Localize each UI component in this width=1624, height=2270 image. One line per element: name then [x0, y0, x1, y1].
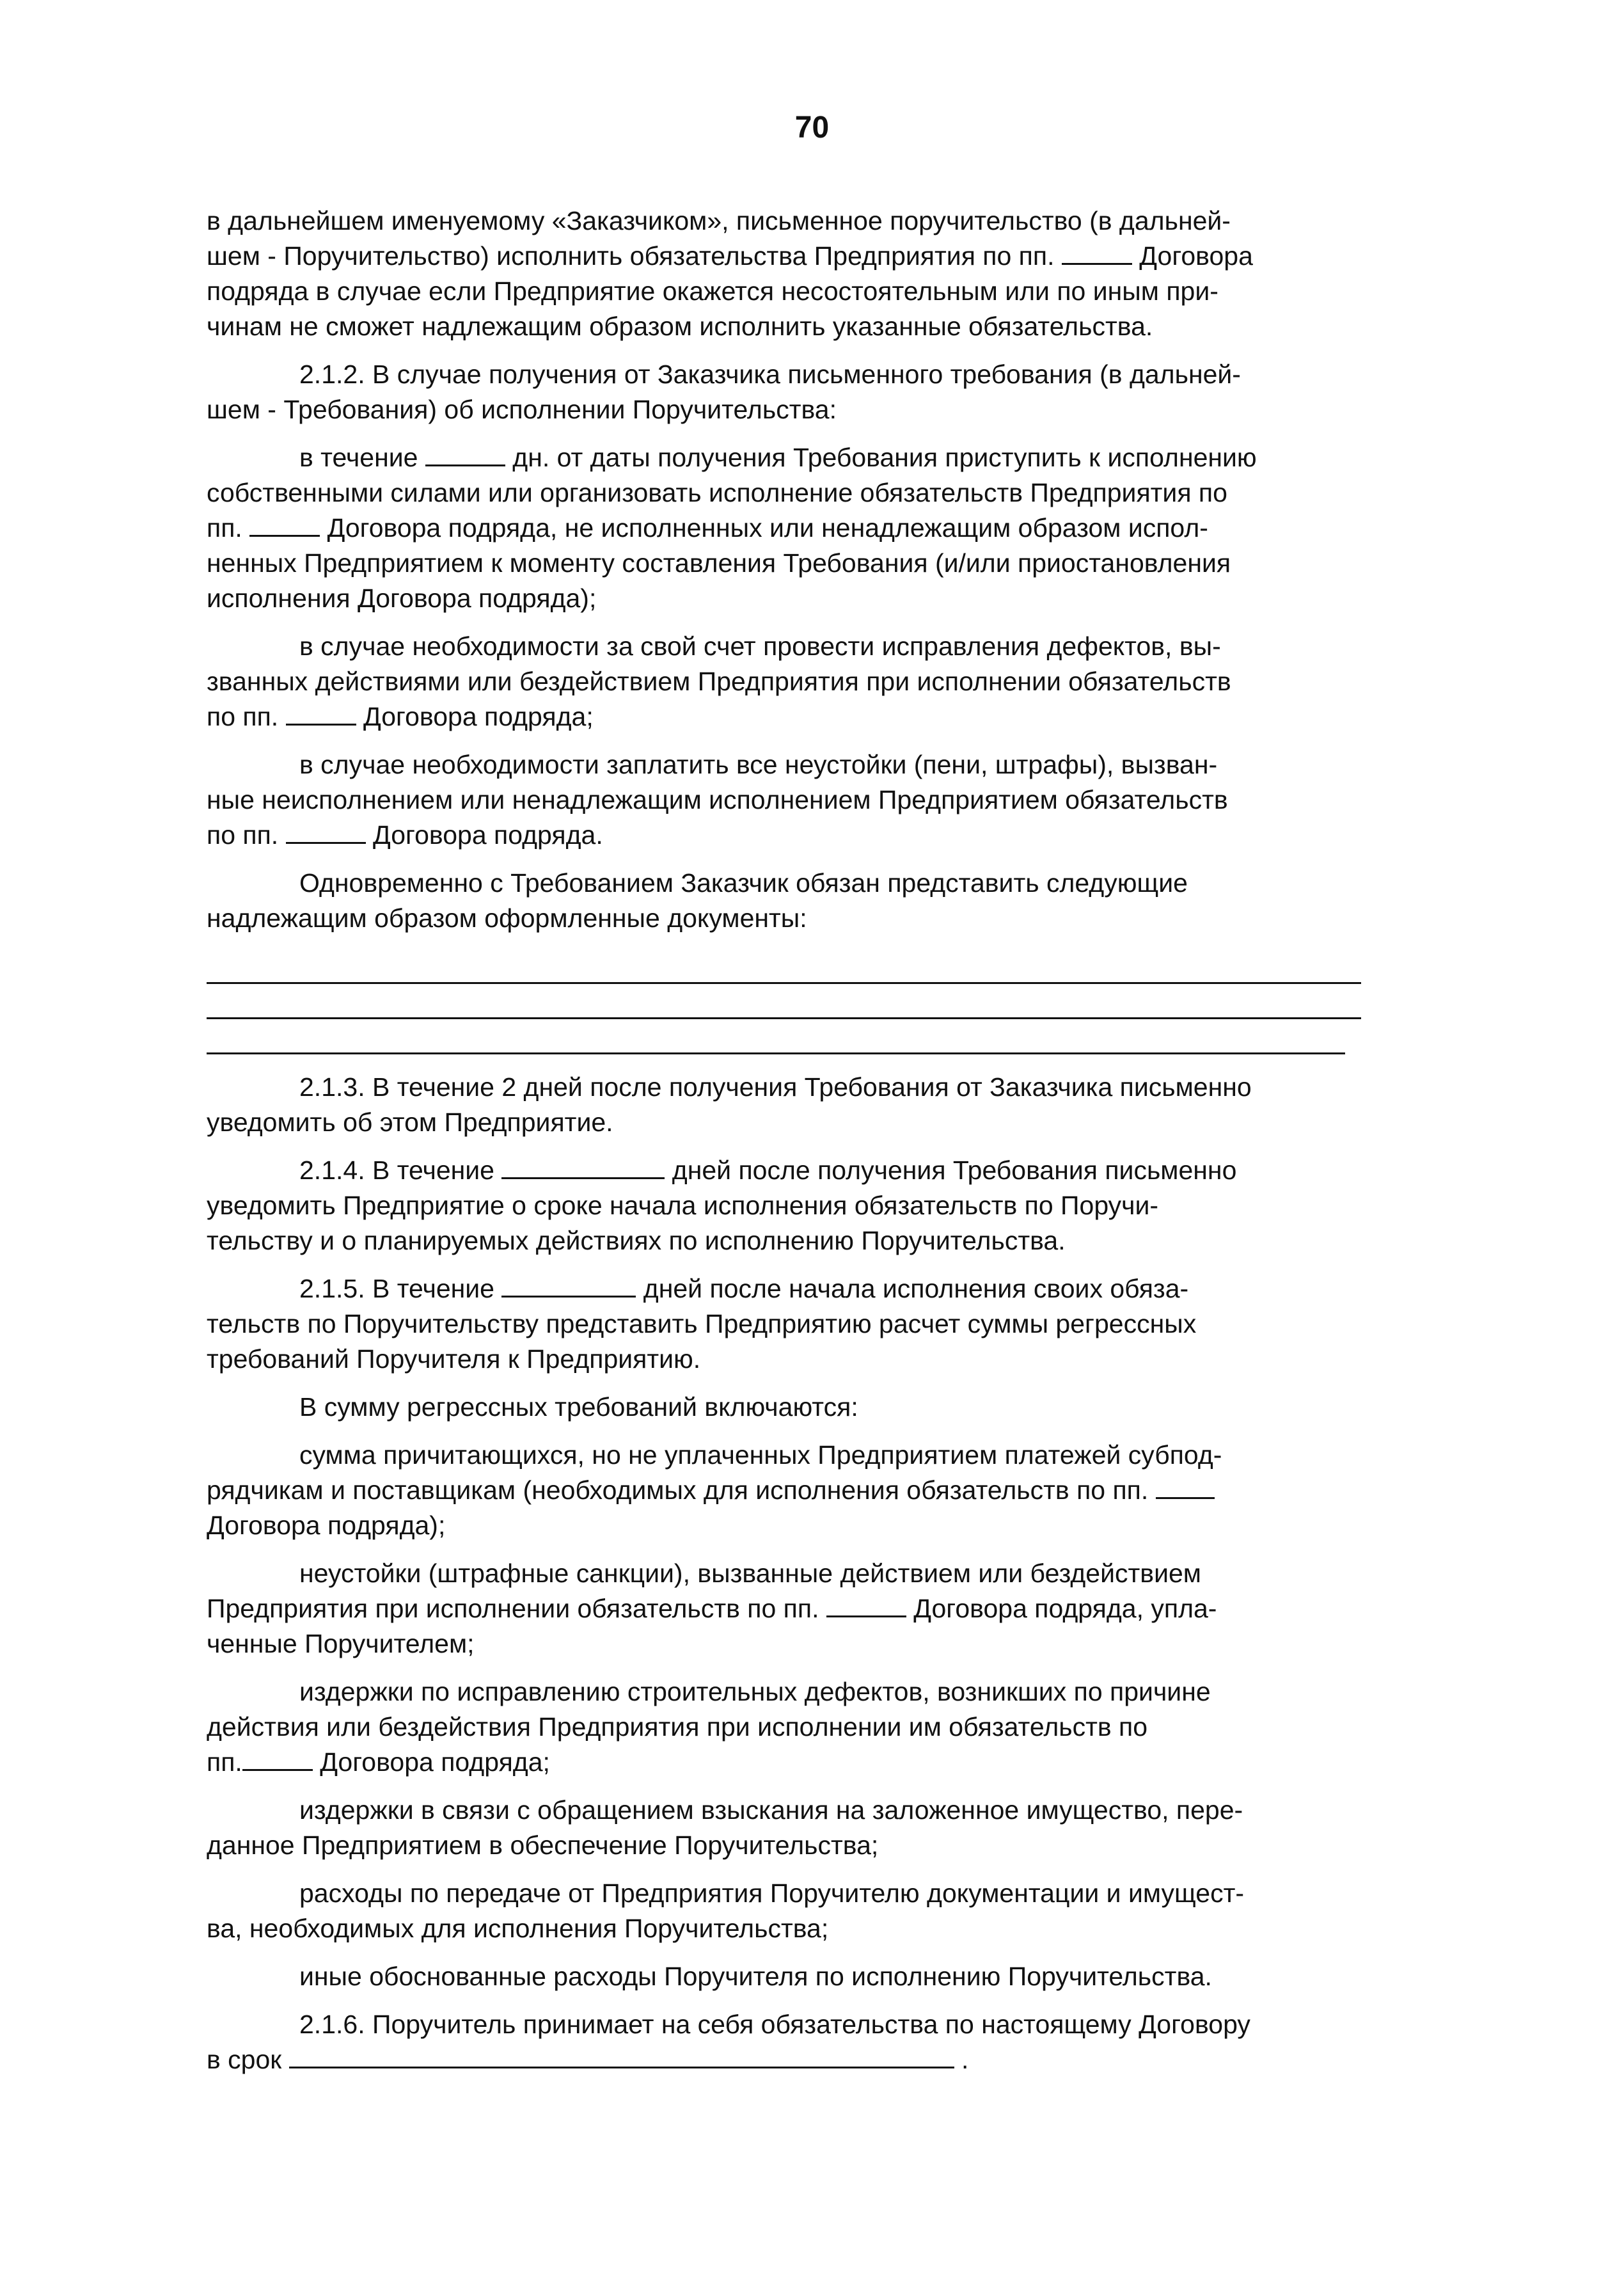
text-line: 2.1.2. В случае получения от Заказчика письменного требования (в дальней-	[299, 360, 1241, 389]
text-line: чинам не сможет надлежащим образом исполнить указанные обязательства.	[207, 312, 1153, 341]
text-line: надлежащим образом оформленные документы:	[207, 903, 807, 933]
text-line: в случае необходимости заплатить все неустойки (пени, штрафы), вызван-	[299, 750, 1218, 779]
text-line: пп. Договора подряда;	[207, 1747, 550, 1777]
fill-line	[207, 984, 1361, 1019]
text-line: уведомить Предприятие о сроке начала исполнения обязательств по Поручи-	[207, 1191, 1159, 1220]
blank-field	[425, 441, 505, 466]
text-line: требований Поручителя к Предприятию.	[207, 1344, 701, 1374]
text-line: неустойки (штрафные санкции), вызванные действием или бездействием	[299, 1559, 1201, 1588]
paragraph-2-1-2	[207, 357, 1377, 427]
text-line: иные обоснованные расходы Поручителя по исполнению Поручительства.	[299, 1962, 1212, 1991]
text-line: 2.1.3. В течение 2 дней после получения Требования от Заказчика письменно	[299, 1072, 1252, 1102]
text-line: в течение дн. от даты получения Требования приступить к исполнению	[299, 443, 1257, 472]
blank-field	[249, 512, 320, 537]
text-line: в срок .	[207, 2045, 969, 2074]
text-line: по пп. Договора подряда.	[207, 820, 603, 850]
text-line: 2.1.5. В течение дней после начала исполнения своих обяза-	[299, 1274, 1189, 1303]
paragraph-2-1-4	[207, 1153, 1377, 1258]
documents-fill-lines	[207, 949, 1377, 1054]
blank-field	[286, 701, 356, 726]
text-line: ва, необходимых для исполнения Поручительства;	[207, 1914, 829, 1943]
paragraph-penalties	[207, 747, 1377, 853]
text-line: тельству и о планируемых действиях по исполнению Поручительства.	[207, 1226, 1066, 1255]
paragraph-defect-costs	[207, 1674, 1377, 1780]
text-line: рядчикам и поставщикам (необходимых для исполнения обязательств по пп.	[207, 1473, 1377, 1508]
text-line: в дальнейшем именуемому «Заказчиком», письменное поручительство (в дальней-	[207, 206, 1231, 235]
text-line: сумма причитающихся, но не уплаченных Предприятием платежей субпод-	[299, 1440, 1222, 1470]
fill-line	[207, 1019, 1345, 1054]
text-line: данное Предприятием в обеспечение Поручительства;	[207, 1830, 879, 1860]
text-line: собственными силами или организовать исполнение обязательств Предприятия по	[207, 478, 1227, 507]
text-line: пп. Договора подряда, не исполненных или ненадлежащим образом испол-	[207, 513, 1208, 543]
paragraph-2-1-5	[207, 1271, 1377, 1377]
text-line: шем - Поручительство) исполнить обязательства Предприятия по пп. Договора	[207, 241, 1253, 271]
blank-field	[289, 2044, 954, 2068]
paragraph-collateral-costs	[207, 1793, 1377, 1863]
text-line: ненных Предприятием к моменту составления Требования (и/или приостановления	[207, 548, 1231, 578]
text-line: подряда в случае если Предприятие окажется несостоятельным или по иным при-	[207, 276, 1218, 306]
text-line: 2.1.6. Поручитель принимает на себя обязательства по настоящему Договору	[299, 2010, 1250, 2039]
text-line: в случае необходимости за свой счет провести исправления дефектов, вы-	[299, 631, 1221, 661]
text-line: ченные Поручителем;	[207, 1629, 475, 1658]
text-line: расходы по передаче от Предприятия Поручителю документации и имущест-	[299, 1878, 1245, 1908]
text-line: действия или бездействия Предприятия при исполнении им обязательств по	[207, 1712, 1148, 1742]
paragraph-2-1-3	[207, 1070, 1377, 1140]
paragraph-guarantee-intro	[207, 203, 1377, 344]
paragraph-transfer-costs	[207, 1876, 1377, 1946]
text-line: тельств по Поручительству представить Предприятию расчет суммы регрессных	[207, 1309, 1197, 1338]
blank-field	[826, 1592, 906, 1617]
text-line: Предприятия при исполнении обязательств по пп. Договора подряда, упла-	[207, 1594, 1217, 1623]
paragraph-regress-sum	[207, 1390, 1377, 1425]
text-line: В сумму регрессных требований включаются:	[299, 1392, 858, 1422]
text-line: званных действиями или бездействием Предприятия при исполнении обязательств	[207, 667, 1231, 696]
paragraph-other-costs	[207, 1959, 1377, 1994]
blank-field	[286, 819, 366, 844]
fill-line	[207, 949, 1361, 984]
text-line: уведомить об этом Предприятие.	[207, 1107, 613, 1137]
blank-field	[242, 1746, 313, 1771]
text-line: 2.1.4. В течение дней после получения Требования письменно	[299, 1155, 1237, 1185]
blank-field	[501, 1154, 665, 1179]
document-body	[207, 203, 1377, 2090]
text-line: издержки в связи с обращением взыскания на заложенное имущество, пере-	[299, 1795, 1243, 1825]
paragraph-defects	[207, 629, 1377, 734]
paragraph-documents	[207, 866, 1377, 936]
page-number: 70	[794, 111, 830, 145]
text-line: Одновременно с Требованием Заказчик обязан представить следующие	[299, 868, 1188, 898]
paragraph-execution-term	[207, 440, 1377, 616]
blank-field	[501, 1273, 636, 1298]
text-line: ные неисполнением или ненадлежащим исполнением Предприятием обязательств	[207, 785, 1228, 814]
paragraph-2-1-6	[207, 2007, 1377, 2077]
blank-field	[1062, 240, 1132, 265]
blank-field	[1156, 1474, 1215, 1499]
paragraph-unpaid-payments	[207, 1438, 1377, 1543]
paragraph-sanctions	[207, 1556, 1377, 1662]
text-line: исполнения Договора подряда);	[207, 583, 597, 613]
text-line: Договора подряда);	[207, 1511, 446, 1540]
text-line: по пп. Договора подряда;	[207, 702, 594, 731]
text-line: издержки по исправлению строительных дефектов, возникших по причине	[299, 1677, 1211, 1706]
text-line: шем - Требования) об исполнении Поручительства:	[207, 395, 837, 424]
